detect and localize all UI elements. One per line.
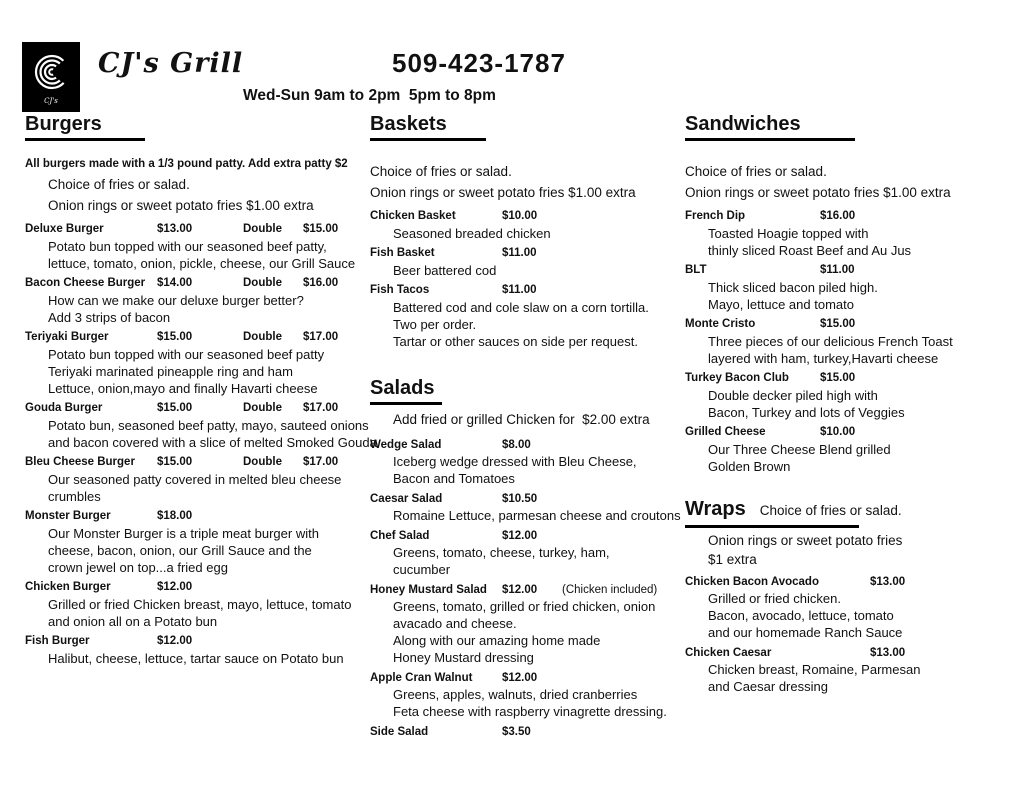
item-price: $13.00 (157, 223, 193, 235)
item-description-line: Grilled or fried Chicken breast, mayo, lettuce, tomato (48, 596, 352, 612)
section-title-text: Baskets (370, 113, 447, 135)
menu-item-head (685, 316, 1000, 333)
item-price: $13.00 (870, 646, 906, 659)
item-price: $15.00 (157, 402, 193, 414)
menu-item (685, 370, 1000, 421)
item-price: $12.00 (502, 529, 538, 542)
menu-item-head (685, 645, 1000, 662)
item-description-line: Mayo, lettuce and tomato (708, 296, 854, 312)
item-description-line: Teriyaki marinated pineapple ring and ham (48, 363, 293, 379)
menu-item (25, 221, 370, 272)
item-name: Fish Burger (25, 635, 90, 647)
item-name: Chicken Basket (370, 210, 456, 222)
item-description-line: cheese, bacon, onion, our Grill Sauce and the (48, 542, 312, 558)
item-description-line: thinly sliced Roast Beef and Au Jus (708, 242, 912, 258)
item-name: Chicken Caesar (685, 646, 772, 659)
item-price: $12.00 (157, 581, 193, 593)
logo-monogram-icon (29, 50, 73, 96)
section-title-text: Wraps (685, 497, 746, 520)
item-description-line: and bacon covered with a slice of melted Smoked Gouda (48, 434, 377, 450)
item-price: $15.00 (820, 372, 856, 384)
item-name: Bacon Cheese Burger (25, 277, 146, 289)
menu-item-head (370, 437, 675, 454)
item-name: Fish Tacos (370, 284, 430, 296)
hours-line: Wed-Sun 9am to 2pm 5pm to 8pm (243, 87, 496, 104)
section-title-note: Choice of fries or salad. (759, 502, 902, 518)
menu-item (25, 275, 370, 326)
item-name: Bleu Cheese Burger (25, 456, 135, 468)
menu-item-head (370, 582, 675, 599)
section-title-sandwiches (685, 112, 855, 141)
menu-item (370, 437, 675, 488)
item-price: $15.00 (820, 318, 856, 330)
item-price: $14.00 (157, 277, 193, 289)
item-name: Chicken Burger (25, 581, 111, 593)
item-price: $15.00 (157, 331, 193, 343)
menu-item (25, 329, 370, 397)
menu-item-head (370, 528, 675, 545)
item-description-line: Seasoned breaded chicken (393, 225, 551, 241)
item-price: $10.00 (820, 426, 856, 438)
item-name: Turkey Bacon Club (685, 372, 789, 384)
item-name: BLT (685, 264, 707, 276)
menu-item-head (685, 262, 1000, 279)
section-note: Onion rings or sweet potato fries $1.00 extra (370, 185, 636, 200)
section-sandwiches (685, 112, 1000, 475)
menu-item (370, 282, 675, 350)
item-description-line: and onion all on a Potato bun (48, 613, 218, 629)
menu-item-head (370, 670, 675, 687)
phone-number: 509-423-1787 (392, 48, 566, 78)
section-note: Choice of fries or salad. (685, 164, 827, 179)
menu-item (370, 245, 675, 279)
item-price: $12.00 (157, 635, 193, 647)
item-description-line: Bacon, Turkey and lots of Veggies (708, 404, 905, 420)
menu-item (25, 400, 377, 451)
section-salads (370, 376, 681, 741)
item-description-line: Our seasoned patty covered in melted bleu cheese (48, 471, 342, 487)
menu-item-head (685, 370, 1000, 387)
item-description-line: Add 3 strips of bacon (48, 309, 171, 325)
item-description-line: layered with ham, turkey,Havarti cheese (708, 350, 939, 366)
section-note: Onion rings or sweet potato fries (708, 532, 903, 548)
item-description-line: Chicken breast, Romaine, Parmesan (708, 662, 921, 677)
item-price: $13.00 (870, 575, 906, 588)
double-option-price: $17.00 (303, 402, 339, 414)
section-note: Choice of fries or salad. (48, 177, 190, 192)
item-description-line: Honey Mustard dressing (393, 650, 534, 665)
item-name: Fish Basket (370, 247, 435, 259)
menu-item (25, 508, 370, 576)
item-price: $16.00 (820, 210, 856, 222)
menu-item (685, 574, 1000, 642)
item-description-line: crown jewel on top...a fried egg (48, 559, 228, 575)
item-description-line: Double decker piled high with (708, 387, 878, 403)
menu-item-head (685, 208, 1000, 225)
menu-item (370, 724, 675, 741)
section-notes (685, 531, 1000, 569)
section-wraps (685, 497, 1000, 696)
item-price: $11.00 (502, 284, 537, 296)
section-note: Add fried or grilled Chicken for $2.00 extra (393, 411, 650, 427)
section-notes (25, 155, 370, 216)
menu-item-head (685, 574, 1000, 591)
restaurant-logo (22, 42, 80, 112)
section-title-wraps (685, 497, 902, 528)
menu-item-head (25, 400, 370, 417)
section-title-burgers (25, 112, 145, 141)
item-description-line: lettuce, tomato, onion, pickle, cheese, our Grill Sauce (48, 255, 356, 271)
section-notes (370, 161, 675, 203)
section-title-text: Burgers (25, 113, 102, 135)
menu-item (685, 645, 1000, 696)
double-option-price: $17.00 (303, 456, 339, 468)
section-title-baskets (370, 112, 486, 141)
item-price: $15.00 (157, 456, 193, 468)
double-option-price: $15.00 (303, 223, 339, 235)
section-title-text: Salads (370, 376, 435, 399)
item-description-line: Bacon, avocado, lettuce, tomato (708, 608, 894, 623)
logo-caption: CJ's (44, 96, 58, 105)
double-option-label: Double (243, 277, 282, 289)
menu-item (25, 579, 370, 630)
item-name: Gouda Burger (25, 402, 103, 414)
item-description-line: Along with our amazing home made (393, 633, 601, 648)
item-description-line: Iceberg wedge dressed with Bleu Cheese, (393, 454, 637, 469)
section-title-salads (370, 376, 442, 405)
menu-item (370, 670, 675, 721)
menu-item (370, 208, 675, 242)
item-description-line: cucumber (393, 562, 451, 577)
menu-item (370, 528, 675, 579)
item-price: $8.00 (502, 438, 531, 451)
item-description-line: Battered cod and cole slaw on a corn tortilla. (393, 299, 649, 315)
double-option-price: $17.00 (303, 331, 339, 343)
menu-item (25, 633, 370, 667)
menu-item-head (25, 454, 370, 471)
section-note: Choice of fries or salad. (370, 164, 512, 179)
menu-item (685, 424, 1000, 475)
item-description-line: Greens, tomato, cheese, turkey, ham, (393, 545, 610, 560)
section-note: $1 extra (708, 551, 757, 567)
menu-item-head (25, 633, 370, 650)
item-description-line: Potato bun, seasoned beef patty, mayo, sauteed onions (48, 417, 369, 433)
item-description-line: Toasted Hoagie topped with (708, 225, 869, 241)
item-description-line: Greens, tomato, grilled or fried chicken, onion (393, 599, 656, 614)
item-description-line: avacado and cheese. (393, 616, 517, 631)
double-option-label: Double (243, 223, 282, 235)
item-description-line: Beer battered cod (393, 262, 497, 278)
double-option-label: Double (243, 456, 282, 468)
item-name: Teriyaki Burger (25, 331, 109, 343)
menu-item-head (25, 329, 370, 346)
menu-item (685, 208, 1000, 259)
item-description-line: Three pieces of our delicious French Toast (708, 333, 953, 349)
section-title-text: Sandwiches (685, 113, 801, 135)
item-description-line: How can we make our deluxe burger better? (48, 292, 304, 308)
menu-item (685, 316, 1000, 367)
menu-item (370, 582, 675, 667)
menu-item (685, 262, 1000, 313)
item-name: Grilled Cheese (685, 426, 766, 438)
item-description-line: Greens, apples, walnuts, dried cranberries (393, 687, 638, 702)
menu-item-head (370, 208, 675, 225)
menu-item-head (685, 424, 1000, 441)
section-note: Onion rings or sweet potato fries $1.00 extra (685, 185, 951, 200)
item-name: Monster Burger (25, 510, 111, 522)
section-notes (685, 161, 1000, 203)
menu-item-head (25, 221, 370, 238)
item-name: Chef Salad (370, 529, 430, 542)
column-baskets-salads (370, 112, 681, 740)
menu-item (25, 454, 370, 505)
item-price: $3.50 (502, 725, 531, 738)
section-burgers (25, 112, 377, 667)
section-note: All burgers made with a 1/3 pound patty. Add extra patty $2 (25, 158, 348, 170)
menu-item-head (25, 508, 370, 525)
item-name: Apple Cran Walnut (370, 671, 473, 684)
section-note: Onion rings or sweet potato fries $1.00 extra (48, 198, 314, 213)
item-price: $11.00 (820, 264, 855, 276)
item-description-line: Halibut, cheese, lettuce, tartar sauce on Potato bun (48, 650, 344, 666)
item-price: $11.00 (502, 247, 537, 259)
item-name: Side Salad (370, 725, 429, 738)
menu-item-head (25, 579, 370, 596)
item-description-line: Our Monster Burger is a triple meat burger with (48, 525, 319, 541)
item-price: $10.50 (502, 492, 538, 505)
item-name: Monte Cristo (685, 318, 756, 330)
item-description-line: and Caesar dressing (708, 679, 828, 694)
item-description-line: Tartar or other sauces on side per request. (393, 333, 638, 349)
item-description-line: Lettuce, onion,mayo and finally Havarti cheese (48, 380, 318, 396)
item-description-line: Grilled or fried chicken. (708, 591, 841, 606)
double-option-label: Double (243, 402, 282, 414)
item-description-line: crumbles (48, 488, 101, 504)
item-description-line: Potato bun topped with our seasoned beef patty (48, 346, 325, 362)
item-name: Chicken Bacon Avocado (685, 575, 819, 588)
menu-item-head (25, 275, 370, 292)
menu-item (370, 491, 681, 525)
double-option-label: Double (243, 331, 282, 343)
item-price: $10.00 (502, 210, 538, 222)
menu-item-head (370, 282, 675, 299)
item-name: Caesar Salad (370, 492, 443, 505)
menu-item-head (370, 245, 675, 262)
double-option-price: $16.00 (303, 277, 339, 289)
item-description-line: Two per order. (393, 316, 477, 332)
section-notes (370, 409, 675, 430)
item-description-line: and our homemade Ranch Sauce (708, 625, 903, 640)
column-burgers (25, 112, 377, 667)
item-price: $18.00 (157, 510, 193, 522)
item-description-line: Golden Brown (708, 458, 791, 474)
item-name: Honey Mustard Salad (370, 583, 487, 596)
item-name: Deluxe Burger (25, 223, 104, 235)
item-price: $12.00 (502, 583, 538, 596)
item-description-line: Potato bun topped with our seasoned beef patty, (48, 238, 327, 254)
item-description-line: Thick sliced bacon piled high. (708, 279, 878, 295)
menu-item-head (370, 724, 675, 741)
item-description-line: Our Three Cheese Blend grilled (708, 441, 891, 457)
item-name: Wedge Salad (370, 438, 442, 451)
menu-item-head (370, 491, 675, 508)
item-name: French Dip (685, 210, 746, 222)
brand-name: CJ's Grill (98, 48, 244, 79)
item-description-line: Bacon and Tomatoes (393, 471, 515, 486)
column-sandwiches-wraps (685, 112, 1000, 695)
item-description-line: Romaine Lettuce, parmesan cheese and croutons (393, 508, 681, 523)
item-price: $12.00 (502, 671, 538, 684)
item-description-line: Feta cheese with raspberry vinagrette dressing. (393, 704, 667, 719)
item-price-note: (Chicken included) (562, 583, 658, 596)
section-baskets (370, 112, 675, 350)
